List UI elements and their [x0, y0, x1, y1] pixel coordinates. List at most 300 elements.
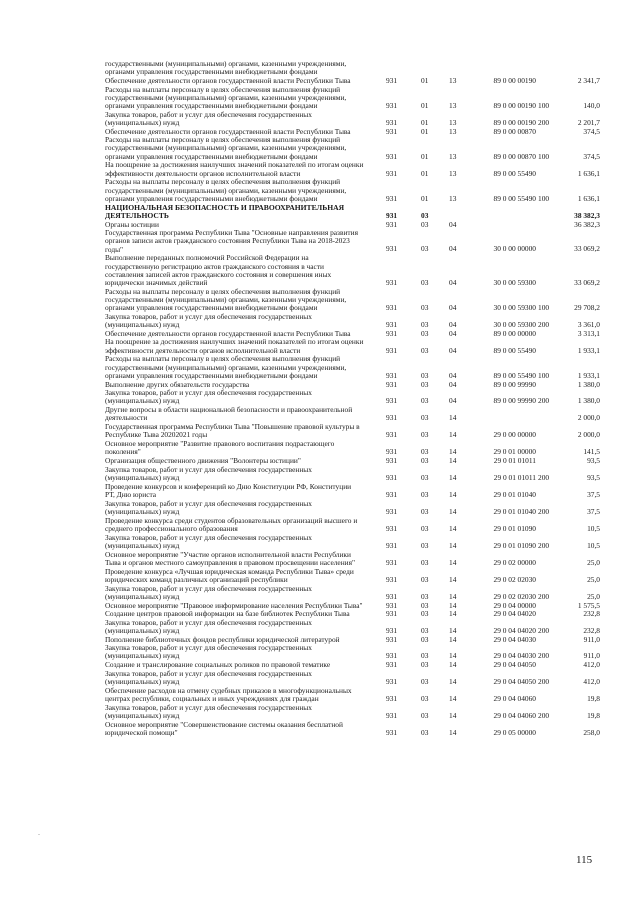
row-name-line: (муниципальных) нужд	[105, 591, 180, 601]
row-name-line: (муниципальных) нужд	[105, 710, 180, 720]
col-sum: 19,8	[587, 693, 600, 703]
row-name	[105, 466, 383, 482]
col-code: 931	[386, 574, 398, 584]
row-name-line: (муниципальных) нужд	[105, 540, 180, 550]
row-name-line: юридической помощи"	[105, 727, 178, 737]
col-code: 931	[386, 328, 398, 338]
col-subsection: 04	[449, 328, 457, 338]
col-sum: 25,0	[587, 557, 600, 567]
col-target-item: 89 0 00 00870	[493, 151, 536, 161]
table-row	[0, 288, 640, 313]
col-target-item: 29 0 01 01011	[493, 472, 536, 482]
table-row	[0, 585, 640, 601]
col-target-item: 89 0 00 00870	[493, 126, 536, 136]
table-row	[0, 406, 640, 422]
row-name-line: Обеспечение деятельности органов государственной власти Республики Тыва	[105, 127, 351, 136]
col-sum: 1 933,1	[577, 345, 600, 355]
col-target-item: 29 0 00 00000	[493, 430, 536, 440]
col-expense-type: 100	[538, 303, 550, 313]
col-section: 03	[421, 328, 429, 338]
table-row	[0, 204, 640, 220]
col-target-item: 30 0 00 59300	[493, 303, 536, 313]
col-sum: 37,5	[587, 506, 600, 516]
col-section: 03	[421, 523, 429, 533]
col-code: 931	[386, 634, 398, 644]
row-name-line: Закупка товаров, работ и услуг для обеспечения государственных	[105, 110, 312, 119]
col-code: 931	[386, 76, 398, 85]
row-name-line: Государственная программа Республики Тыва "Основные направления развития	[105, 229, 358, 238]
col-subsection: 13	[449, 168, 457, 178]
row-name-line: Закупка товаров, работ и услуг для обеспечения государственных	[105, 389, 312, 398]
col-section: 03	[421, 727, 429, 737]
table-row	[0, 483, 640, 499]
col-sum: 232,8	[583, 625, 600, 635]
row-name-line: (муниципальных) нужд	[105, 472, 180, 482]
col-section: 01	[421, 151, 429, 161]
col-target-item: 29 0 04 04020	[493, 609, 536, 619]
table-row	[0, 602, 640, 610]
col-sum: 141,5	[583, 447, 600, 457]
col-target-item: 89 0 00 99990	[493, 379, 536, 389]
col-code: 931	[386, 430, 398, 440]
row-name-line: деятельности	[105, 413, 148, 423]
row-name-line: органов записи актов гражданского состояния Республики Тыва на 2018-2023	[105, 236, 350, 246]
col-subsection: 14	[449, 710, 457, 720]
table-row	[0, 254, 640, 287]
col-sum: 258,0	[583, 727, 600, 737]
row-name-line: центрах республики, социальных и иных учреждениях для граждан	[105, 693, 319, 703]
table-row	[0, 381, 640, 389]
col-section: 01	[421, 126, 429, 136]
col-target-item: 29 0 01 01090	[493, 523, 536, 533]
col-section: 03	[421, 345, 429, 355]
col-section: 03	[421, 634, 429, 644]
col-target-item: 29 0 01 01040	[493, 506, 536, 516]
col-expense-type: 200	[538, 320, 550, 330]
row-name-line: На поощрение за достижения наилучших значений показателей по итогам оценки	[105, 161, 364, 170]
col-code: 931	[386, 489, 398, 499]
col-sum: 1 575,5	[577, 600, 600, 610]
row-name-line: РТ, Дню юриста	[105, 489, 157, 499]
page-number: 115	[576, 854, 593, 866]
col-subsection: 14	[449, 609, 457, 619]
col-expense-type: 200	[538, 540, 550, 550]
row-name-line: (муниципальных) нужд	[105, 396, 180, 406]
col-target-item: 89 0 00 55490	[493, 345, 536, 355]
row-name	[105, 644, 383, 660]
col-section: 03	[421, 277, 429, 287]
col-sum: 2 201,7	[577, 117, 600, 127]
col-sum: 33 069,2	[574, 244, 600, 254]
row-name	[105, 355, 383, 380]
col-section: 01	[421, 193, 429, 203]
col-target-item: 29 0 04 04050	[493, 660, 536, 670]
row-name-line: Обеспечение деятельности органов государственной власти Республики Тыва	[105, 77, 351, 85]
col-subsection: 14	[449, 693, 457, 703]
col-section: 03	[421, 379, 429, 389]
col-target-item: 89 0 00 00190	[493, 117, 536, 127]
col-section: 03	[421, 244, 429, 254]
row-name-line: Выполнение переданных полномочий Российской Федерации на	[105, 254, 309, 263]
col-section: 03	[421, 370, 429, 380]
row-name-line: поколения"	[105, 447, 141, 457]
table-row	[0, 423, 640, 439]
col-subsection: 14	[449, 660, 457, 670]
row-name-line: Государственная программа Республики Тыва "Повышение правовой культуры в	[105, 423, 360, 432]
row-name-line: (муниципальных) нужд	[105, 651, 180, 661]
col-section: 03	[421, 219, 429, 229]
col-section: 01	[421, 76, 429, 85]
row-name-line: (муниципальных) нужд	[105, 506, 180, 516]
col-section: 01	[421, 117, 429, 127]
row-name	[105, 313, 383, 329]
table-row	[0, 161, 640, 177]
row-name	[105, 704, 383, 720]
col-expense-type: 100	[538, 151, 550, 161]
col-section: 03	[421, 676, 429, 686]
col-code: 931	[386, 472, 398, 482]
row-name-line: юридически значимых действий	[105, 277, 208, 287]
row-name	[105, 406, 383, 422]
col-sum: 374,5	[583, 151, 600, 161]
table-row	[0, 466, 640, 482]
row-name	[105, 636, 383, 644]
col-sum: 412,0	[583, 660, 600, 670]
row-name-line: На поощрение за достижения наилучших значений показателей по итогам оценки	[105, 338, 364, 347]
table-row	[0, 704, 640, 720]
col-subsection: 14	[449, 489, 457, 499]
col-sum: 3 313,1	[577, 328, 600, 338]
row-name-line: Расходы на выплаты персоналу в целях обеспечения выполнения функций	[105, 355, 341, 364]
col-expense-type: 200	[538, 710, 550, 720]
row-name	[105, 60, 383, 76]
row-name-line: Закупка товаров, работ и услуг для обеспечения государственных	[105, 618, 312, 627]
col-expense-type: 200	[538, 472, 550, 482]
row-name	[105, 610, 383, 618]
col-subsection: 13	[449, 151, 457, 161]
col-expense-type: 200	[538, 651, 550, 661]
col-section: 03	[421, 303, 429, 313]
col-section: 03	[421, 591, 429, 601]
col-code: 931	[386, 219, 398, 229]
col-subsection: 14	[449, 413, 457, 423]
col-code: 931	[386, 303, 398, 313]
col-code: 931	[386, 676, 398, 686]
col-subsection: 14	[449, 472, 457, 482]
col-subsection: 14	[449, 540, 457, 550]
row-name-line: государственными (муниципальными) органами, казенными учреждениями,	[105, 92, 347, 102]
col-target-item: 29 0 02 02030	[493, 591, 536, 601]
row-name-line: составления записей актов гражданского состояния и совершения иных	[105, 269, 332, 279]
table-row	[0, 178, 640, 203]
col-code: 931	[386, 660, 398, 670]
row-name-line: Закупка товаров, работ и услуг для обеспечения государственных	[105, 465, 312, 474]
col-subsection: 14	[449, 430, 457, 440]
col-target-item: 29 0 01 01090	[493, 540, 536, 550]
col-subsection: 14	[449, 557, 457, 567]
col-target-item: 29 0 04 04030	[493, 651, 536, 661]
col-section: 03	[421, 430, 429, 440]
col-section: 03	[421, 693, 429, 703]
col-section: 01	[421, 168, 429, 178]
col-sum: 93,5	[587, 456, 600, 466]
row-name	[105, 204, 383, 220]
col-expense-type: 100	[538, 193, 550, 203]
col-code: 931	[386, 625, 398, 635]
table-row	[0, 721, 640, 737]
col-target-item: 29 0 04 04050	[493, 676, 536, 686]
col-subsection: 13	[449, 117, 457, 127]
col-subsection: 04	[449, 277, 457, 287]
col-code: 931	[386, 506, 398, 516]
col-sum: 37,5	[587, 489, 600, 499]
row-name-line: эффективности деятельности органов исполнительной власти	[105, 168, 301, 178]
col-subsection: 14	[449, 651, 457, 661]
col-target-item: 30 0 00 00000	[493, 244, 536, 254]
col-target-item: 29 0 05 00000	[493, 727, 536, 737]
col-target-item: 29 0 01 01011	[493, 456, 536, 466]
col-code: 931	[386, 600, 398, 610]
table-row	[0, 534, 640, 550]
table-row	[0, 610, 640, 618]
table-row	[0, 111, 640, 127]
col-code: 931	[386, 447, 398, 457]
col-sum: 2 000,0	[577, 430, 600, 440]
col-code: 931	[386, 693, 398, 703]
col-subsection: 13	[449, 76, 457, 85]
col-sum: 140,0	[583, 100, 600, 110]
row-name	[105, 721, 383, 737]
table-row	[0, 619, 640, 635]
col-subsection: 14	[449, 456, 457, 466]
col-target-item: 29 0 01 01040	[493, 489, 536, 499]
row-name-line: органами управления государственными внебюджетными фондами	[105, 100, 318, 110]
table-row	[0, 389, 640, 405]
col-expense-type: 200	[538, 117, 550, 127]
col-code: 931	[386, 210, 398, 220]
col-sum: 10,5	[587, 540, 600, 550]
row-name-line: Расходы на выплаты персоналу в целях обеспечения выполнения функций	[105, 85, 341, 94]
row-name	[105, 128, 383, 136]
row-name-line: Закупка товаров, работ и услуг для обеспечения государственных	[105, 669, 312, 678]
col-expense-type: 200	[538, 506, 550, 516]
col-sum: 1 636,1	[577, 168, 600, 178]
col-target-item: 29 0 01 00000	[493, 447, 536, 457]
row-name-line: Расходы на выплаты персоналу в целях обеспечения выполнения функций	[105, 287, 341, 296]
row-name	[105, 381, 383, 389]
row-name-line: Расходы на выплаты персоналу в целях обеспечения выполнения функций	[105, 178, 341, 187]
col-target-item: 29 0 04 04060	[493, 693, 536, 703]
row-name	[105, 602, 383, 610]
col-section: 01	[421, 100, 429, 110]
col-code: 931	[386, 151, 398, 161]
col-target-item: 29 0 04 04060	[493, 710, 536, 720]
col-target-item: 29 0 04 00000	[493, 600, 536, 610]
col-subsection: 04	[449, 219, 457, 229]
col-sum: 232,8	[583, 609, 600, 619]
col-sum: 374,5	[583, 126, 600, 136]
col-subsection: 14	[449, 625, 457, 635]
col-sum: 10,5	[587, 523, 600, 533]
col-section: 03	[421, 413, 429, 423]
col-sum: 1 636,1	[577, 193, 600, 203]
table-row	[0, 517, 640, 533]
col-subsection: 14	[449, 591, 457, 601]
row-name	[105, 440, 383, 456]
col-subsection: 04	[449, 345, 457, 355]
table-row	[0, 457, 640, 465]
col-section: 03	[421, 396, 429, 406]
table-row	[0, 355, 640, 380]
table-row	[0, 229, 640, 254]
col-subsection: 14	[449, 506, 457, 516]
row-name-line: Выполнение других обязательств государства	[105, 380, 250, 389]
table-row	[0, 330, 640, 338]
row-name-line: Расходы на выплаты персоналу в целях обеспечения выполнения функций	[105, 136, 341, 145]
col-section: 03	[421, 540, 429, 550]
col-target-item: 29 0 04 04030	[493, 634, 536, 644]
col-code: 931	[386, 710, 398, 720]
row-name	[105, 86, 383, 111]
col-code: 931	[386, 168, 398, 178]
row-name-line: Закупка товаров, работ и услуг для обеспечения государственных	[105, 584, 312, 593]
col-section: 03	[421, 447, 429, 457]
row-name-line: годы"	[105, 244, 124, 254]
col-subsection: 14	[449, 447, 457, 457]
col-code: 931	[386, 523, 398, 533]
col-subsection: 14	[449, 676, 457, 686]
row-name-line: органами управления государственными внебюджетными фондами	[105, 151, 318, 161]
row-name-line: ДЕЯТЕЛЬНОСТЬ	[105, 210, 169, 220]
row-name-line: Другие вопросы в области национальной безопасности и правоохранительной	[105, 406, 353, 415]
col-subsection: 13	[449, 100, 457, 110]
row-name-line: государственными (муниципальными) органами, казенными учреждениями,	[105, 143, 347, 153]
row-name	[105, 585, 383, 601]
col-sum: 36 382,3	[574, 219, 600, 229]
row-name-line: Организация общественного движения "Волонтеры юстиции"	[105, 457, 301, 466]
col-target-item: 89 0 00 00190	[493, 76, 536, 85]
col-code: 931	[386, 651, 398, 661]
col-sum: 911,0	[583, 634, 600, 644]
row-name	[105, 389, 383, 405]
row-name	[105, 500, 383, 516]
row-name-line: Создание центров правовой информации на базе библиотек Республики Тыва	[105, 610, 350, 619]
col-code: 931	[386, 396, 398, 406]
col-target-item: 30 0 00 59300	[493, 277, 536, 287]
table-row	[0, 313, 640, 329]
row-name	[105, 136, 383, 161]
row-name	[105, 221, 383, 229]
col-sum: 19,8	[587, 710, 600, 720]
row-name-line: Основное мероприятие "Правовое информирование населения Республики Тыва"	[105, 601, 363, 610]
col-section: 03	[421, 557, 429, 567]
row-name	[105, 77, 383, 85]
row-name-line: государственными (муниципальными) органами, казенными учреждениями,	[105, 185, 347, 195]
col-sum: 412,0	[583, 676, 600, 686]
col-sum: 93,5	[587, 472, 600, 482]
row-name	[105, 534, 383, 550]
row-name-line: (муниципальных) нужд	[105, 676, 180, 686]
table-row	[0, 338, 640, 354]
col-section: 03	[421, 320, 429, 330]
row-name-line: Пополнение библиотечных фондов республики юридической литературой	[105, 635, 340, 644]
col-subsection: 14	[449, 523, 457, 533]
row-name-line: Обеспечение расходов на отмену судебных приказов в многофункциональных	[105, 686, 352, 695]
row-name-line: органами управления государственными внебюджетными фондами	[105, 370, 318, 380]
col-subsection: 13	[449, 193, 457, 203]
col-code: 931	[386, 727, 398, 737]
col-subsection: 04	[449, 396, 457, 406]
col-target-item: 89 0 00 99990	[493, 396, 536, 406]
row-name	[105, 330, 383, 338]
col-code: 931	[386, 456, 398, 466]
col-code: 931	[386, 345, 398, 355]
col-subsection: 04	[449, 379, 457, 389]
col-sum: 911,0	[583, 651, 600, 661]
row-name-line: Закупка товаров, работ и услуг для обеспечения государственных	[105, 533, 312, 542]
col-sum: 38 382,3	[574, 210, 600, 220]
row-name	[105, 111, 383, 127]
col-section: 03	[421, 210, 429, 220]
col-expense-type: 100	[538, 100, 550, 110]
row-name-line: Основное мероприятие "Участие органов исполнительной власти Республики	[105, 550, 351, 559]
col-sum: 25,0	[587, 591, 600, 601]
col-sum: 33 069,2	[574, 277, 600, 287]
table-row	[0, 500, 640, 516]
col-target-item: 30 0 00 59300	[493, 320, 536, 330]
row-name	[105, 568, 383, 584]
col-sum: 3 361,0	[577, 320, 600, 330]
col-target-item: 89 0 00 55490	[493, 168, 536, 178]
row-name	[105, 423, 383, 439]
col-sum: 29 708,2	[574, 303, 600, 313]
row-name-line: юридических команд различных организаций республики	[105, 574, 288, 584]
col-code: 931	[386, 413, 398, 423]
col-code: 931	[386, 320, 398, 330]
row-name-line: Обеспечение деятельности органов государственной власти Республики Тыва	[105, 329, 351, 338]
row-name-line: государственными (муниципальными) органами, казенными учреждениями,	[105, 362, 347, 372]
col-subsection: 14	[449, 727, 457, 737]
row-name-line: Тыва и органов местного самоуправления в правовом просвещении населения"	[105, 557, 356, 567]
row-name	[105, 338, 383, 354]
row-name-line: Проведение конкурса среди студентов образовательных организаций высшего и	[105, 516, 358, 525]
col-sum: 2 000,0	[577, 413, 600, 423]
col-code: 931	[386, 277, 398, 287]
col-subsection: 04	[449, 303, 457, 313]
col-target-item: 89 0 00 55490	[493, 193, 536, 203]
col-target-item: 89 0 00 00190	[493, 100, 536, 110]
col-code: 931	[386, 100, 398, 110]
col-sum: 1 380,0	[577, 396, 600, 406]
row-name-line: Проведение конкурса «Лучшая юридическая команда Республики Тыва» среди	[105, 567, 354, 576]
col-code: 931	[386, 591, 398, 601]
table-row	[0, 128, 640, 136]
row-name-line: Закупка товаров, работ и услуг для обеспечения государственных	[105, 312, 312, 321]
row-name	[105, 517, 383, 533]
col-target-item: 89 0 00 55490	[493, 370, 536, 380]
col-expense-type: 200	[538, 396, 550, 406]
row-name-line: государственными (муниципальными) органами, казенными учреждениями,	[105, 60, 347, 68]
col-target-item: 29 0 02 00000	[493, 557, 536, 567]
row-name-line: государственную регистрацию актов гражданского состояния в части	[105, 261, 325, 271]
row-name-line: органами управления государственными внебюджетными фондами	[105, 193, 318, 203]
row-name-line: Органы юстиции	[105, 220, 159, 229]
col-expense-type: 100	[538, 370, 550, 380]
col-section: 03	[421, 472, 429, 482]
col-section: 03	[421, 625, 429, 635]
row-name	[105, 254, 383, 287]
table-row	[0, 86, 640, 111]
